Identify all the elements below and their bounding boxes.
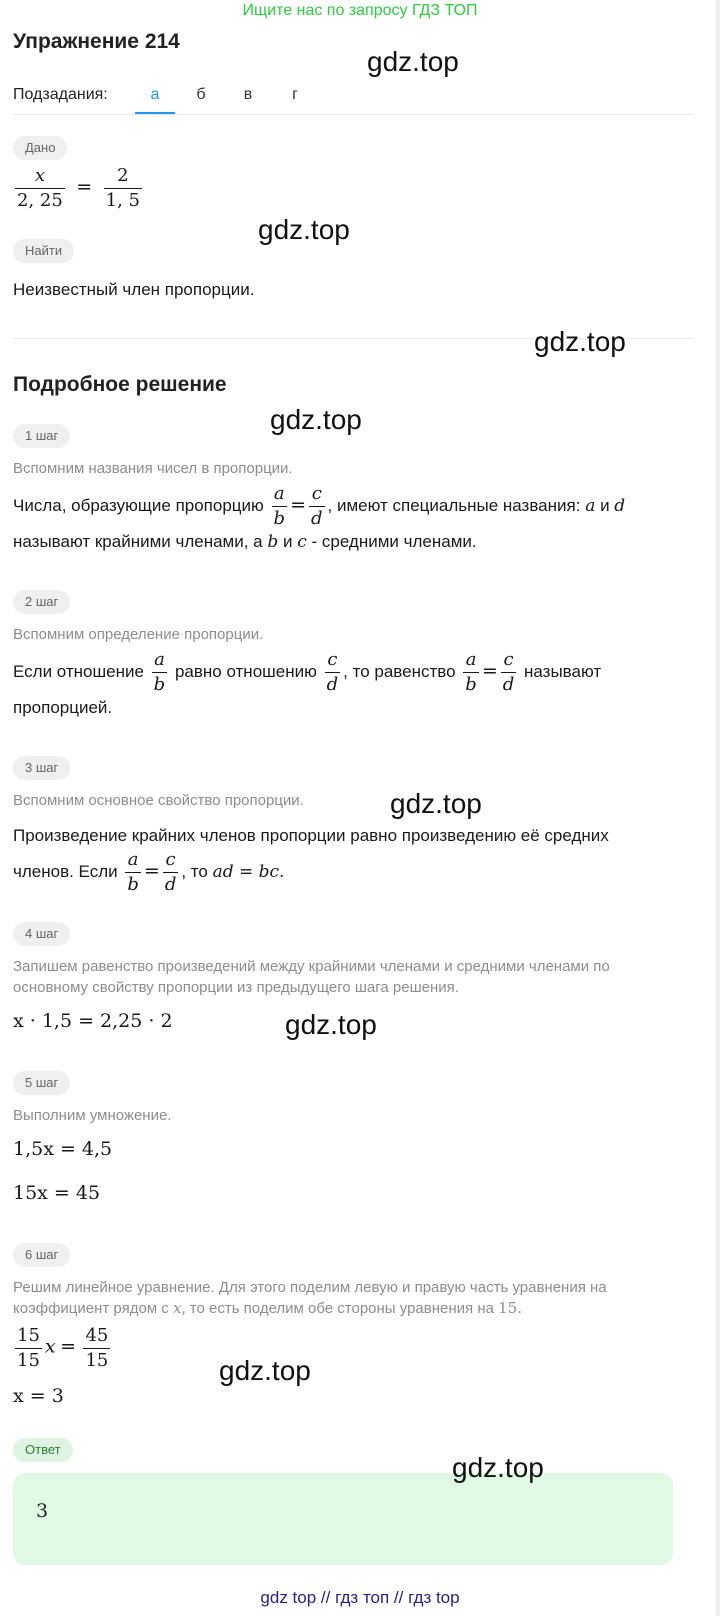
watermark: gdz.top — [219, 1355, 311, 1386]
watermark: gdz.top — [285, 1009, 377, 1040]
step-2-line-2: пропорцией. — [13, 698, 113, 717]
answer-value: 3 — [36, 1500, 49, 1522]
page-title: Упражнение 214 — [13, 30, 180, 53]
solution-title: Подробное решение — [13, 373, 227, 396]
step-5-pill: 5 шаг — [13, 1071, 70, 1095]
tab-g[interactable]: г — [292, 86, 298, 103]
watermark: gdz.top — [258, 214, 350, 245]
find-text: Неизвестный член пропорции. — [13, 280, 255, 299]
step-4-hint-2: основному свойству пропорции из предыдущего шага решения. — [13, 979, 459, 996]
step-1-line-2: называют крайними членами, а b и c - средними членами. — [13, 532, 477, 552]
step-6-hint-2: коэффициент рядом с x, то есть поделим обе стороны уравнения на 15. — [13, 1299, 522, 1317]
given-equation: $\frac{x}{2, 25}$ = $\frac{2}{1, 5}$ — [17, 165, 140, 211]
step-3-line-1: Произведение крайних членов пропорции равно произведению её средних — [13, 826, 609, 845]
footer-links[interactable]: gdz top // гдз топ // гдз top — [260, 1588, 460, 1607]
subtasks-label: Подзадания: — [13, 86, 108, 103]
step-4-pill: 4 шаг — [13, 922, 70, 946]
watermark: gdz.top — [452, 1452, 544, 1483]
promo-banner[interactable]: Ищите нас по запросу ГДЗ ТОП — [242, 2, 478, 19]
step-3-line-2: членов. Если $\frac{a}{b}$ = $\frac{c}{d}$ , то ad = bc. — [13, 849, 285, 895]
step-1-line-1: Числа, образующие пропорцию $\frac{a}{b}$ = $\frac{c}{d}$ , имеют специальные названия: a и d — [13, 483, 626, 529]
step-5-equation-2: 15x = 45 — [13, 1182, 101, 1204]
tab-v[interactable]: в — [243, 86, 253, 103]
watermark: gdz.top — [390, 788, 482, 819]
step-5-equation-1: 1,5x = 4,5 — [13, 1138, 113, 1160]
step-6-equation-1: $\frac{15}{15}$ x = $\frac{45}{15}$ — [17, 1325, 109, 1371]
answer-pill: Ответ — [13, 1438, 73, 1462]
divider — [13, 114, 693, 115]
watermark: gdz.top — [270, 404, 362, 435]
step-5-hint: Выполним умножение. — [13, 1107, 172, 1124]
step-2-line-1: Если отношение $\frac{a}{b}$ равно отношению $\frac{c}{d}$ , то равенство $\frac{a}{b}$ = $\frac{c}{d}$ называют — [13, 649, 602, 695]
step-2-hint: Вспомним определение пропорции. — [13, 626, 264, 643]
step-3-pill: 3 шаг — [13, 756, 70, 780]
step-4-hint-1: Запишем равенство произведений между крайними членами и средними членами по — [13, 958, 610, 975]
step-3-hint: Вспомним основное свойство пропорции. — [13, 792, 304, 809]
scrollbar[interactable] — [716, 0, 720, 1616]
step-1-hint: Вспомним названия чисел в пропорции. — [13, 460, 293, 477]
tab-b[interactable]: б — [196, 86, 206, 103]
step-6-hint-1: Решим линейное уравнение. Для этого поделим левую и правую часть уравнения на — [13, 1279, 607, 1296]
step-6-pill: 6 шаг — [13, 1243, 70, 1267]
watermark: gdz.top — [367, 46, 459, 77]
step-1-pill: 1 шаг — [13, 424, 70, 448]
given-pill: Дано — [13, 136, 67, 160]
answer-box — [13, 1473, 673, 1565]
step-4-equation: x · 1,5 = 2,25 · 2 — [13, 1010, 173, 1032]
watermark: gdz.top — [534, 326, 626, 357]
find-pill: Найти — [13, 239, 74, 263]
step-6-equation-2: x = 3 — [13, 1385, 64, 1407]
step-2-pill: 2 шаг — [13, 590, 70, 614]
tab-a[interactable]: а — [150, 86, 160, 103]
